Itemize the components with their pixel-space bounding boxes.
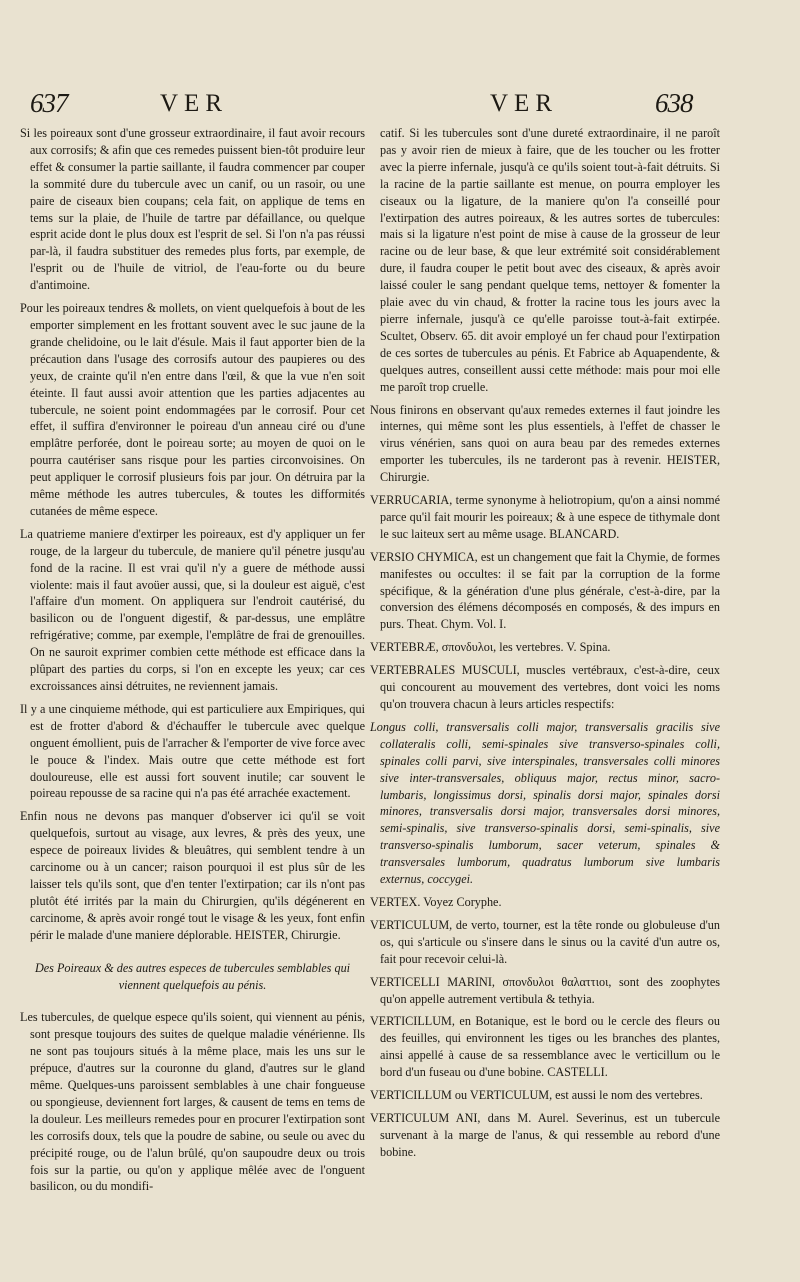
dictionary-entry: VERTEBRÆ, σπονδυλοι, les vertebres. V. Spina. xyxy=(370,640,611,655)
dictionary-entry: VERTICELLI MARINI, σπονδυλοι θαλαττιοι, sont des zoophytes qu'on appelle autrement vertibula & tethyia. xyxy=(370,974,720,1006)
dictionary-entry: VERTEBRALES MUSCULI, muscles vertébraux, c'est-à-dire, ceux qui concourent au mouvement des vertebres, dont voici les noms qu'on trouvera chacun à leurs articles respectifs: xyxy=(370,663,720,711)
paragraph: catif. Si les tubercules sont d'une dureté extraordinaire, il ne paroît pas y avoir rien de mieux à faire, que de les toucher ou les frotter avec la pierre infernale, jusqu'à ce qu'ils soient tout-à-fait détruits. Si la racine de la partie saillante est menue, on pourra employer les ciseaux ou la ligature, de la maniere qu'on l'a conseillé pour l'extirpation des autres poireaux, & les autres sortes de tubercules: mais si la ligature n'est point de mise à cause de la grosseur de leur racine ou de leur base, & que leur extrémité soit considérablement dure, il faudra couper le petit bout avec des ciseaux, & après avoir laissé couler le sang pendant quelque tems, nettoyer & fomenter la plaie avec du vin chaud, & frotter la racine tous les jours avec la pierre infernale, jusqu'à ce qu'elle paroisse tout-à-fait extirpée. Scultet, Observ. 65. dit avoir employé un fer chaud pour l'extirpation de ces sortes de tubercules au pénis. Et Fabrice ab Aquapendente, & quelques autres, conseillent aussi cette méthode: mais pour moi elle me paroît trop cruelle. xyxy=(380,126,720,394)
dictionary-entry: VERTICILLUM, en Botanique, est le bord ou le cercle des fleurs ou des feuilles, qui environnent les tiges ou les branches des plantes, ainsi appellé à cause de sa ressemblance avec le verticillum ou le bord d'un fuseau ou d'une bobine. CASTELLI. xyxy=(370,1014,720,1080)
dictionary-entry: VERRUCARIA, terme synonyme à heliotropium, qu'on a ainsi nommé parce qu'il fait mourir les poireaux; & à une espece de tithymale dont le suc laiteux sert au même usage. BLANCARD. xyxy=(370,493,720,541)
paragraph: Pour les poireaux tendres & mollets, on vient quelquefois à bout de les emporter simplement en les frottant souvent avec le suc jaune de la grande chelidoine, ou le lait d'ésule. Mais il faut apporter bien de la précaution dans l'usage des corrosifs autour des paupieres ou des yeux, de crainte qu'il n'en entre dans l'œil, & que la vue n'en soit éteinte. Il faut aussi avoir attention que les parties adjacentes au tubercule, ne soient point endommagées par le corrosif. Pour cet effet, il suffira d'environner le poireau d'un anneau ciré ou d'une emplâtre perforée, dont le poireau sorte; au moyen de quoi on le pourra cautériser sans risque pour les parties circonvoisines. On peut appliquer le corrosif plusieurs fois par jour. On détruira par la même méthode les autres tubercules, & toutes les difformités cutanées de même espece. xyxy=(20,301,365,518)
paragraph: Nous finirons en observant qu'aux remedes externes il faut joindre les internes, qui même sont les plus essentiels, à l'effet de chasser le virus vénérien, sans quoi on aura beau par des remedes externes emporter les tubercules, ils ne tarderont pas à revenir. HEISTER, Chirurgie. xyxy=(370,402,720,485)
dictionary-entry: VERTICILLUM ou VERTICULUM, est aussi le nom des vertebres. xyxy=(370,1088,703,1103)
left-running-head: VER xyxy=(160,90,228,117)
running-header xyxy=(0,88,800,128)
dictionary-entry: VERTEX. Voyez Coryphe. xyxy=(370,894,502,909)
section-title: Des Poireaux & des autres especes de tubercules semblables qui viennent quelquefois au pénis. xyxy=(34,960,351,992)
muscle-list: Longus colli, transversalis colli major, transversalis gracilis sive collateralis colli, semi-spinales sive transverso-spinales colli, spinales colli parvi, sive interspinales, transversales colli minores sive inter-transversales, obliquus major, rectus minor, sacro-lumbaris, longissimus dorsi, spinalis dorsi major, spinales dorsi minores, transversalis dorsi major, transversales dorsi minores, semi-spinalis, sive transverso-spinalis dorsi, semi-spinalis, sive transverso-spinalis lumborum, sacer veterum, spinales & transversales lumborum, quadratus lumborum sive lumbaris externus, coccygei. xyxy=(370,719,720,887)
dictionary-entry: VERTICULUM ANI, dans M. Aurel. Severinus, est un tubercule survenant à la marge de l'anus, & qui ressemble au rebord d'une bobine. xyxy=(370,1110,720,1159)
left-page-number: 637 xyxy=(30,88,68,118)
paragraph: Il y a une cinquieme méthode, qui est particuliere aux Empiriques, qui est de frotter d'abord & d'échauffer le tubercule avec quelque onguent émollient, puis de l'arracher & l'emporter de vive force avec le pouce & l'index. Mais outre que cette méthode est fort douloureuse, elle est aussi fort souvent inutile; car souvent le poireau repousse de sa racine qui n'a pas été arrachée exactement. xyxy=(20,701,366,801)
paragraph: La quatrieme maniere d'extirper les poireaux, est d'y appliquer un fer rouge, de la largeur du tubercule, de maniere qu'il pénetre jusqu'au fond de la racine. Il est vrai qu'il n'y a guere de méthode aussi violente: mais il faut avoüer aussi, que, si la douleur est aiguë, c'est l'affaire d'un moment. On appliquera sur l'endroit cautérisé, du basilicon ou de l'onguent digestif, & par-dessus, une emplâtre refrigérative; comme, par exemple, l'emplâtre de frai de grenouilles. On ne sauroit exprimer combien cette méthode est efficace dans la plûpart des parties du corps, si l'on en excepte les yeux; car ces excroissances ainsi détruites, ne reviennent jamais. xyxy=(20,526,365,693)
paragraph: Si les poireaux sont d'une grosseur extraordinaire, il faut avoir recours aux corrosifs; & afin que ces remedes puissent bien-tôt produire leur effet & consumer la partie saillante, il faudra commencer par couper la sommité dure du tubercule avec un canif, ou un rasoir, ou une paire de ciseaux bien coupans; cela fait, on applique de tems en tems sur la plaie, de l'huile de tartre par défaillance, ou quelque esprit acide dont le plus doux est l'esprit de sel. Si l'on n'a pas réussi par-là, il faudra substituer des remedes plus forts, par exemple, de l'esprit ou de l'huile de vitriol, de l'eau-forte ou du beure d'antimoine. xyxy=(20,126,365,293)
dictionary-entry: VERSIO CHYMICA, est un changement que fait la Chymie, de formes manifestes ou occultes: il se fait par la corruption de la forme spécifique, & la génération d'une plus générale, c'est-à-dire, par la conversion des élémens décomposés en composés, & des impurs en purs. Theat. Chym. Vol. I. xyxy=(370,549,720,632)
right-running-head: VER xyxy=(490,90,558,117)
right-column xyxy=(370,125,720,1167)
paragraph: Les tubercules, de quelque espece qu'ils soient, qui viennent au pénis, sont presque toujours des suites de quelque maladie vénérienne. Ils ne sont pas toujours situés à la même place, mais les uns sur le prépuce, d'autres sur la couronne du gland, d'autres sur le gland même. Quelques-uns paroissent semblables à une chair fongueuse ou spongieuse, deviennent fort larges, & causent de tems en tems de la douleur. Les meilleurs remedes pour en procurer l'extirpation sont les corrosifs doux, tels que la poudre de sabine, ou seule ou avec du précipité rouge, ou de l'alun brûlé, qu'on saupoudre deux ou trois fois sur la partie, ou qu'on y applique mêlée avec de l'onguent basilicon, ou du mondifi- xyxy=(20,1010,365,1194)
left-column xyxy=(20,125,365,1201)
right-page-number: 638 xyxy=(655,88,693,118)
paragraph: Enfin nous ne devons pas manquer d'observer ici qu'il se voit quelquefois, surtout au visage, aux levres, & près des yeux, une espece de poireaux livides & bleuâtres, qui semblent tendre à un carcinome ou à un cancer; raison pourquoi il est plus sûr de les laisser tels qu'ils sont, que d'en tenter l'extirpation; car ils n'ont pas plutôt été irrités par la main du Chirurgien, qu'ils dégénerent en carcinome, & après avoir rongé tout le visage & les yeux, font enfin périr le malade d'une maniere déplorable. HEISTER, Chirurgie. xyxy=(20,809,365,942)
dictionary-entry: VERTICULUM, de verto, tourner, est la tête ronde ou globuleuse d'un os, qui s'articule ou s'insere dans le sinus ou la cavité d'un autre os, fait pour recevoir celui-là. xyxy=(370,917,720,966)
